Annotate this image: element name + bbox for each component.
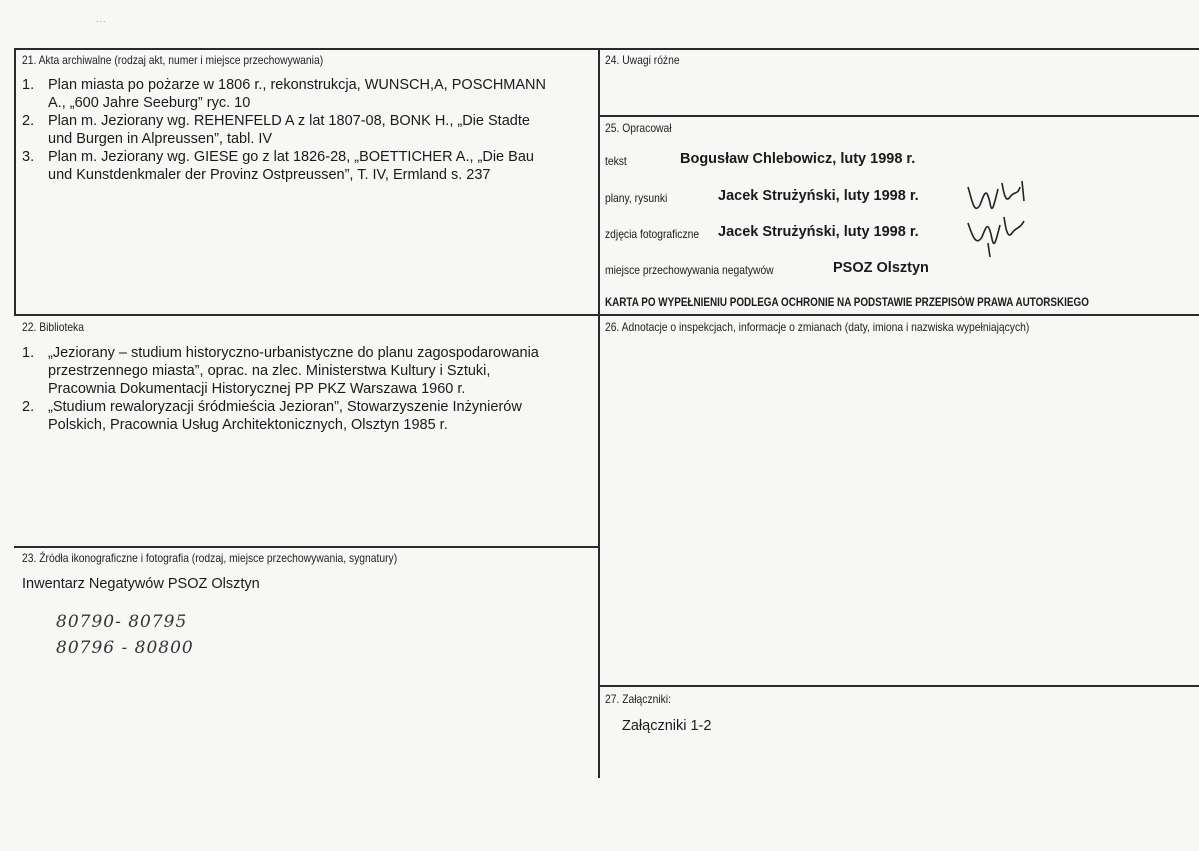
- section-27-text: Załączniki 1-2: [622, 718, 712, 734]
- divider-21-22: [14, 314, 1199, 316]
- section-21-title: 21. Akta archiwalne (rodzaj akt, numer i miejsce przechowywania): [22, 53, 324, 67]
- divider-24-25: [599, 115, 1199, 117]
- list-item: 1. Plan miasta po pożarze w 1806 r., rekonstrukcja, WUNSCH,A, POSCHMANN A., „600 Jahre Seeburg” ryc. 10: [22, 77, 546, 111]
- list-item: 3. Plan m. Jeziorany wg. GIESE go z lat 1826-28, „BOETTICHER A., „Die Bau und Kunstdenkmaler der Provinz Ostpreussen”, T. IV, Ermland s. 237: [22, 149, 534, 183]
- row-value-photos: Jacek Strużyński, luty 1998 r.: [718, 224, 919, 240]
- handwritten-range-2: 80796 - 80800: [56, 638, 194, 658]
- section-27-title: 27. Załączniki:: [605, 692, 671, 706]
- list-item: 1. „Jeziorany – studium historyczno-urbanistyczne do planu zagospodarowania przestrzennego miasta”, oprac. na zlec. Ministerstwa Kultury i Sztuki, Pracownia Dokumentacji Historycznej PP PKZ Warszawa 1960 r.: [22, 345, 539, 397]
- divider-22-23: [14, 546, 599, 548]
- list-item: 2. Plan m. Jeziorany wg. REHENFELD A z lat 1807-08, BONK H., „Die Stadte und Burgen in Alpreussen”, tabl. IV: [22, 113, 530, 147]
- row-label-text: tekst: [605, 154, 627, 168]
- divider-26-27: [599, 685, 1199, 687]
- copyright-notice: KARTA PO WYPEŁNIENIU PODLEGA OCHRONIE NA PODSTAWIE PRZEPISÓW PRAWA AUTORSKIEGO: [605, 297, 1089, 309]
- top-border: [14, 48, 1199, 50]
- section-21-list: [22, 76, 592, 184]
- section-23-text: Inwentarz Negatywów PSOZ Olsztyn: [22, 576, 260, 592]
- row-label-plans: plany, rysunki: [605, 191, 668, 205]
- handwritten-range-1: 80790- 80795: [56, 612, 188, 632]
- section-22-title: 22. Biblioteka: [22, 320, 84, 334]
- section-24-title: 24. Uwagi różne: [605, 53, 680, 67]
- faint-stamp: ...: [96, 14, 107, 24]
- center-divider-upper: [598, 48, 600, 778]
- section-22-list: [22, 344, 592, 434]
- signature-icon: [960, 175, 1040, 260]
- section-26-title: 26. Adnotacje o inspekcjach, informacje o zmianach (daty, imiona i nazwiska wypełniających): [605, 320, 1030, 334]
- row-value-plans: Jacek Strużyński, luty 1998 r.: [718, 188, 919, 204]
- list-item: 2. „Studium rewaloryzacji śródmieścia Jezioran”, Stowarzyszenie Inżynierów Polskich, Pracownia Usług Architektonicznych, Olsztyn 1985 r.: [22, 399, 522, 433]
- row-value-negatives: PSOZ Olsztyn: [833, 260, 929, 276]
- row-value-text: Bogusław Chlebowicz, luty 1998 r.: [680, 151, 916, 167]
- left-border: [14, 48, 16, 315]
- row-label-negatives: miejsce przechowywania negatywów: [605, 263, 774, 277]
- section-23-title: 23. Źródła ikonograficzne i fotografia (rodzaj, miejsce przechowywania, sygnatury): [22, 551, 398, 565]
- row-label-photos: zdjęcia fotograficzne: [605, 227, 700, 241]
- section-25-title: 25. Opracował: [605, 121, 672, 135]
